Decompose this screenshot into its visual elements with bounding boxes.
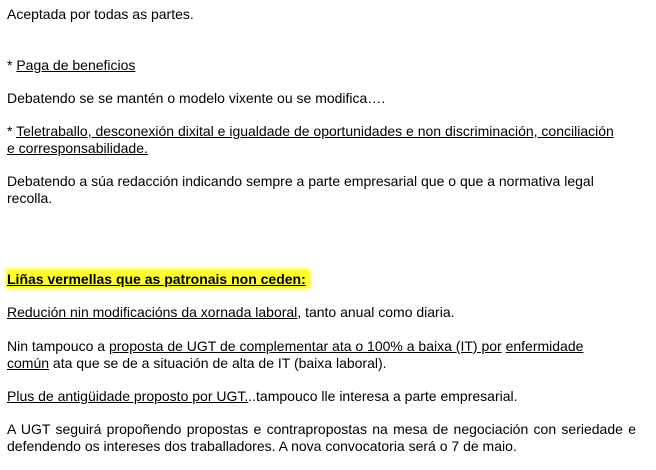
heading-linas-vermellas bbox=[7, 270, 309, 289]
bullet-asterisk: * bbox=[7, 57, 17, 73]
link-enfermidade-comun[interactable]: enfermidade bbox=[505, 338, 584, 354]
paragraph-proposta-it-2 bbox=[7, 354, 387, 373]
item-teletraballo-cont bbox=[7, 139, 148, 158]
link-paga-beneficios[interactable]: Paga de beneficios bbox=[16, 57, 136, 73]
paragraph-ugt-seguira-2: defendendo os intereses dos traballadores. A nova convocatoria será o 7 de maio. bbox=[7, 438, 517, 454]
paragraph-plus-antiguidade bbox=[7, 387, 518, 406]
text-alta-it: ata que se de a situación de alta de IT (baixa laboral). bbox=[49, 355, 387, 371]
text-antiguidade-rest: ..tampouco lle interesa a parte empresarial. bbox=[248, 388, 518, 404]
text-nin-tampouco: Nin tampouco a bbox=[7, 338, 109, 354]
paragraph-debate-model: Debatendo se se mantén o modelo vixente ou se modifica…. bbox=[7, 90, 386, 106]
paragraph-xornada bbox=[7, 303, 455, 322]
link-proposta-ugt[interactable]: proposta de UGT de complementar ata o 100% a baixa (IT) por bbox=[108, 338, 502, 354]
item-paga-beneficios bbox=[7, 56, 135, 75]
paragraph-debate-redaccion-1: Debatendo a súa redacción indicando sempre a parte empresarial que o que a normativa legal bbox=[7, 173, 594, 189]
link-plus-antiguidade[interactable]: Plus de antigüidade proposto por UGT. bbox=[7, 388, 249, 404]
text-xornada-rest: , tanto anual como diaria. bbox=[297, 304, 455, 320]
link-enfermidade-comun-cont[interactable]: común bbox=[7, 355, 50, 371]
paragraph-accepted: Aceptada por todas as partes. bbox=[7, 6, 194, 22]
paragraph-ugt-seguira-1: A UGT seguirá propoñendo propostas e contrapropostas na mesa de negociación con seriedade e bbox=[7, 421, 636, 437]
link-reducion-xornada[interactable]: Redución nin modificacións da xornada laboral bbox=[7, 304, 298, 320]
highlighted-heading: Liñas vermellas que as patronais non ceden: bbox=[7, 270, 309, 288]
paragraph-debate-redaccion-2: recolla. bbox=[7, 190, 53, 206]
link-teletraballo-cont[interactable]: e corresponsabilidade. bbox=[7, 140, 148, 156]
link-teletraballo[interactable]: Teletraballo, desconexión dixital e igualdade de oportunidades e non discriminación, conciliación bbox=[16, 123, 614, 139]
bullet-asterisk: * bbox=[7, 123, 17, 139]
